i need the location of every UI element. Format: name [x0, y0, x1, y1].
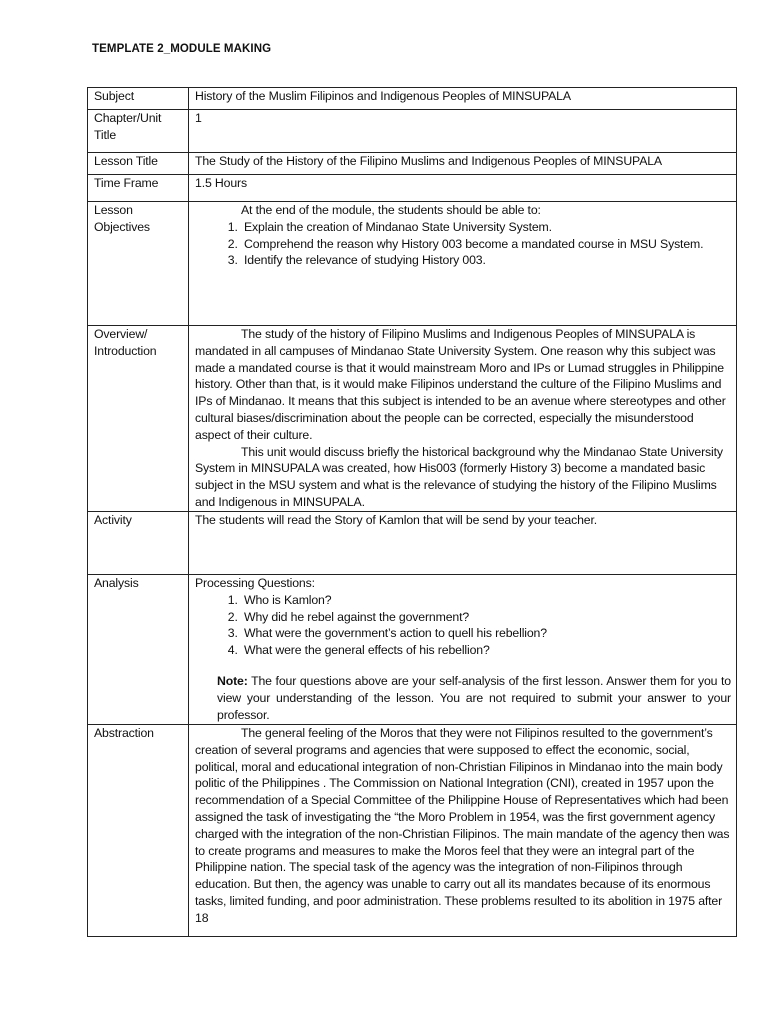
- overview-label: Overview/ Introduction: [88, 326, 189, 512]
- analysis-cell: [189, 575, 737, 725]
- chapter-label: Chapter/Unit Title: [88, 110, 189, 153]
- objective-item: 3. Identify the relevance of studying History 003.: [241, 252, 731, 269]
- abstraction-paragraph: The general feeling of the Moros that they were not Filipinos resulted to the government’s creation of several programs and agencies that were supposed to effect the economic, social, political, moral and educational integration of non-Christian Filipinos in Mindanao into the main body politic of the Philippines . The Commission on National Integration (CNI), created in 1957 upon the recommendation of a Special Committee of the Philippine House of Representatives which had been assigned the task of investigating the “the Moro Problem in 1954, was the first government agency charged with the integration of the non-Christian Filipinos. The main mandate of the agency then was to create programs and measures to make the Moros feel that they were an integral part of the Philippine nation. The special task of the agency was the integration of non-Filipinos through education. But then, the agency was unable to carry out all its mandates because of its enormous tasks, limited funding, and poor administration. These problems resulted to its abolition in 1975 after 18: [195, 726, 730, 925]
- lesson-title-label: Lesson Title: [88, 153, 189, 175]
- objectives-intro: At the end of the module, the students should be able to:: [241, 203, 541, 217]
- objectives-label: Lesson Objectives: [88, 202, 189, 326]
- chapter-value: 1: [189, 110, 737, 153]
- document-title: TEMPLATE 2_MODULE MAKING: [92, 43, 272, 55]
- time-frame-row: [88, 175, 737, 202]
- overview-paragraph: The study of the history of Filipino Muslims and Indigenous Peoples of MINSUPALA is mandated in all campuses of Mindanao State University System. One reason why this subject was made a mandated course is that it would mainstream Moro and IPs or Lumad struggles in Philippine history. Other than that, is it would make Filipinos understand the culture of the Filipino Muslims and IPs of Mindanao. It means that this subject is intended to be an avenue where stereotypes and other cultural biases/discrimination about the people can be corrected, especially the misunderstood aspect of their culture.: [195, 327, 726, 442]
- question-item: 3. What were the government’s action to quell his rebellion?: [241, 625, 731, 642]
- objective-item: 1. Explain the creation of Mindanao State University System.: [241, 219, 731, 236]
- analysis-label: Analysis: [88, 575, 189, 725]
- abstraction-cell: [189, 725, 737, 937]
- activity-row: [88, 512, 737, 575]
- abstraction-row: [88, 725, 737, 937]
- activity-value: The students will read the Story of Kamlon that will be send by your teacher.: [189, 512, 737, 575]
- overview-paragraph: This unit would discuss briefly the historical background why the Mindanao State University System in MINSUPALA was created, how His003 (formerly History 3) become a mandated basic subject in the MSU system and what is the relevance of studying the history of the Filipino Muslims and Indigenous in MINSUPALA.: [195, 444, 723, 509]
- subject-label: Subject: [88, 88, 189, 110]
- analysis-note: [195, 673, 731, 723]
- note-label: Note:: [217, 673, 248, 688]
- lesson-title-row: [88, 153, 737, 175]
- subject-value: History of the Muslim Filipinos and Indigenous Peoples of MINSUPALA: [189, 88, 737, 110]
- activity-label: Activity: [88, 512, 189, 575]
- module-table: [87, 87, 737, 937]
- objective-item: 2. Comprehend the reason why History 003 become a mandated course in MSU System.: [241, 236, 731, 253]
- analysis-row: [88, 575, 737, 725]
- processing-questions-list: [195, 592, 731, 659]
- question-item: 2. Why did he rebel against the government?: [241, 609, 731, 626]
- abstraction-label: Abstraction: [88, 725, 189, 937]
- note-text: The four questions above are your self-analysis of the first lesson. Answer them for you to view your understanding of the lesson. You are not required to submit your answer to your professor.: [217, 673, 731, 722]
- overview-cell: [189, 326, 737, 512]
- chapter-row: [88, 110, 737, 153]
- question-item: 4. What were the general effects of his rebellion?: [241, 642, 731, 659]
- time-frame-value: 1.5 Hours: [189, 175, 737, 202]
- analysis-intro: Processing Questions:: [195, 576, 315, 590]
- overview-row: [88, 326, 737, 512]
- objectives-list: [195, 219, 731, 269]
- subject-row: [88, 88, 737, 110]
- lesson-title-value: The Study of the History of the Filipino Muslims and Indigenous Peoples of MINSUPALA: [189, 153, 737, 175]
- question-item: 1. Who is Kamlon?: [241, 592, 731, 609]
- objectives-cell: [189, 202, 737, 326]
- time-frame-label: Time Frame: [88, 175, 189, 202]
- objectives-row: [88, 202, 737, 326]
